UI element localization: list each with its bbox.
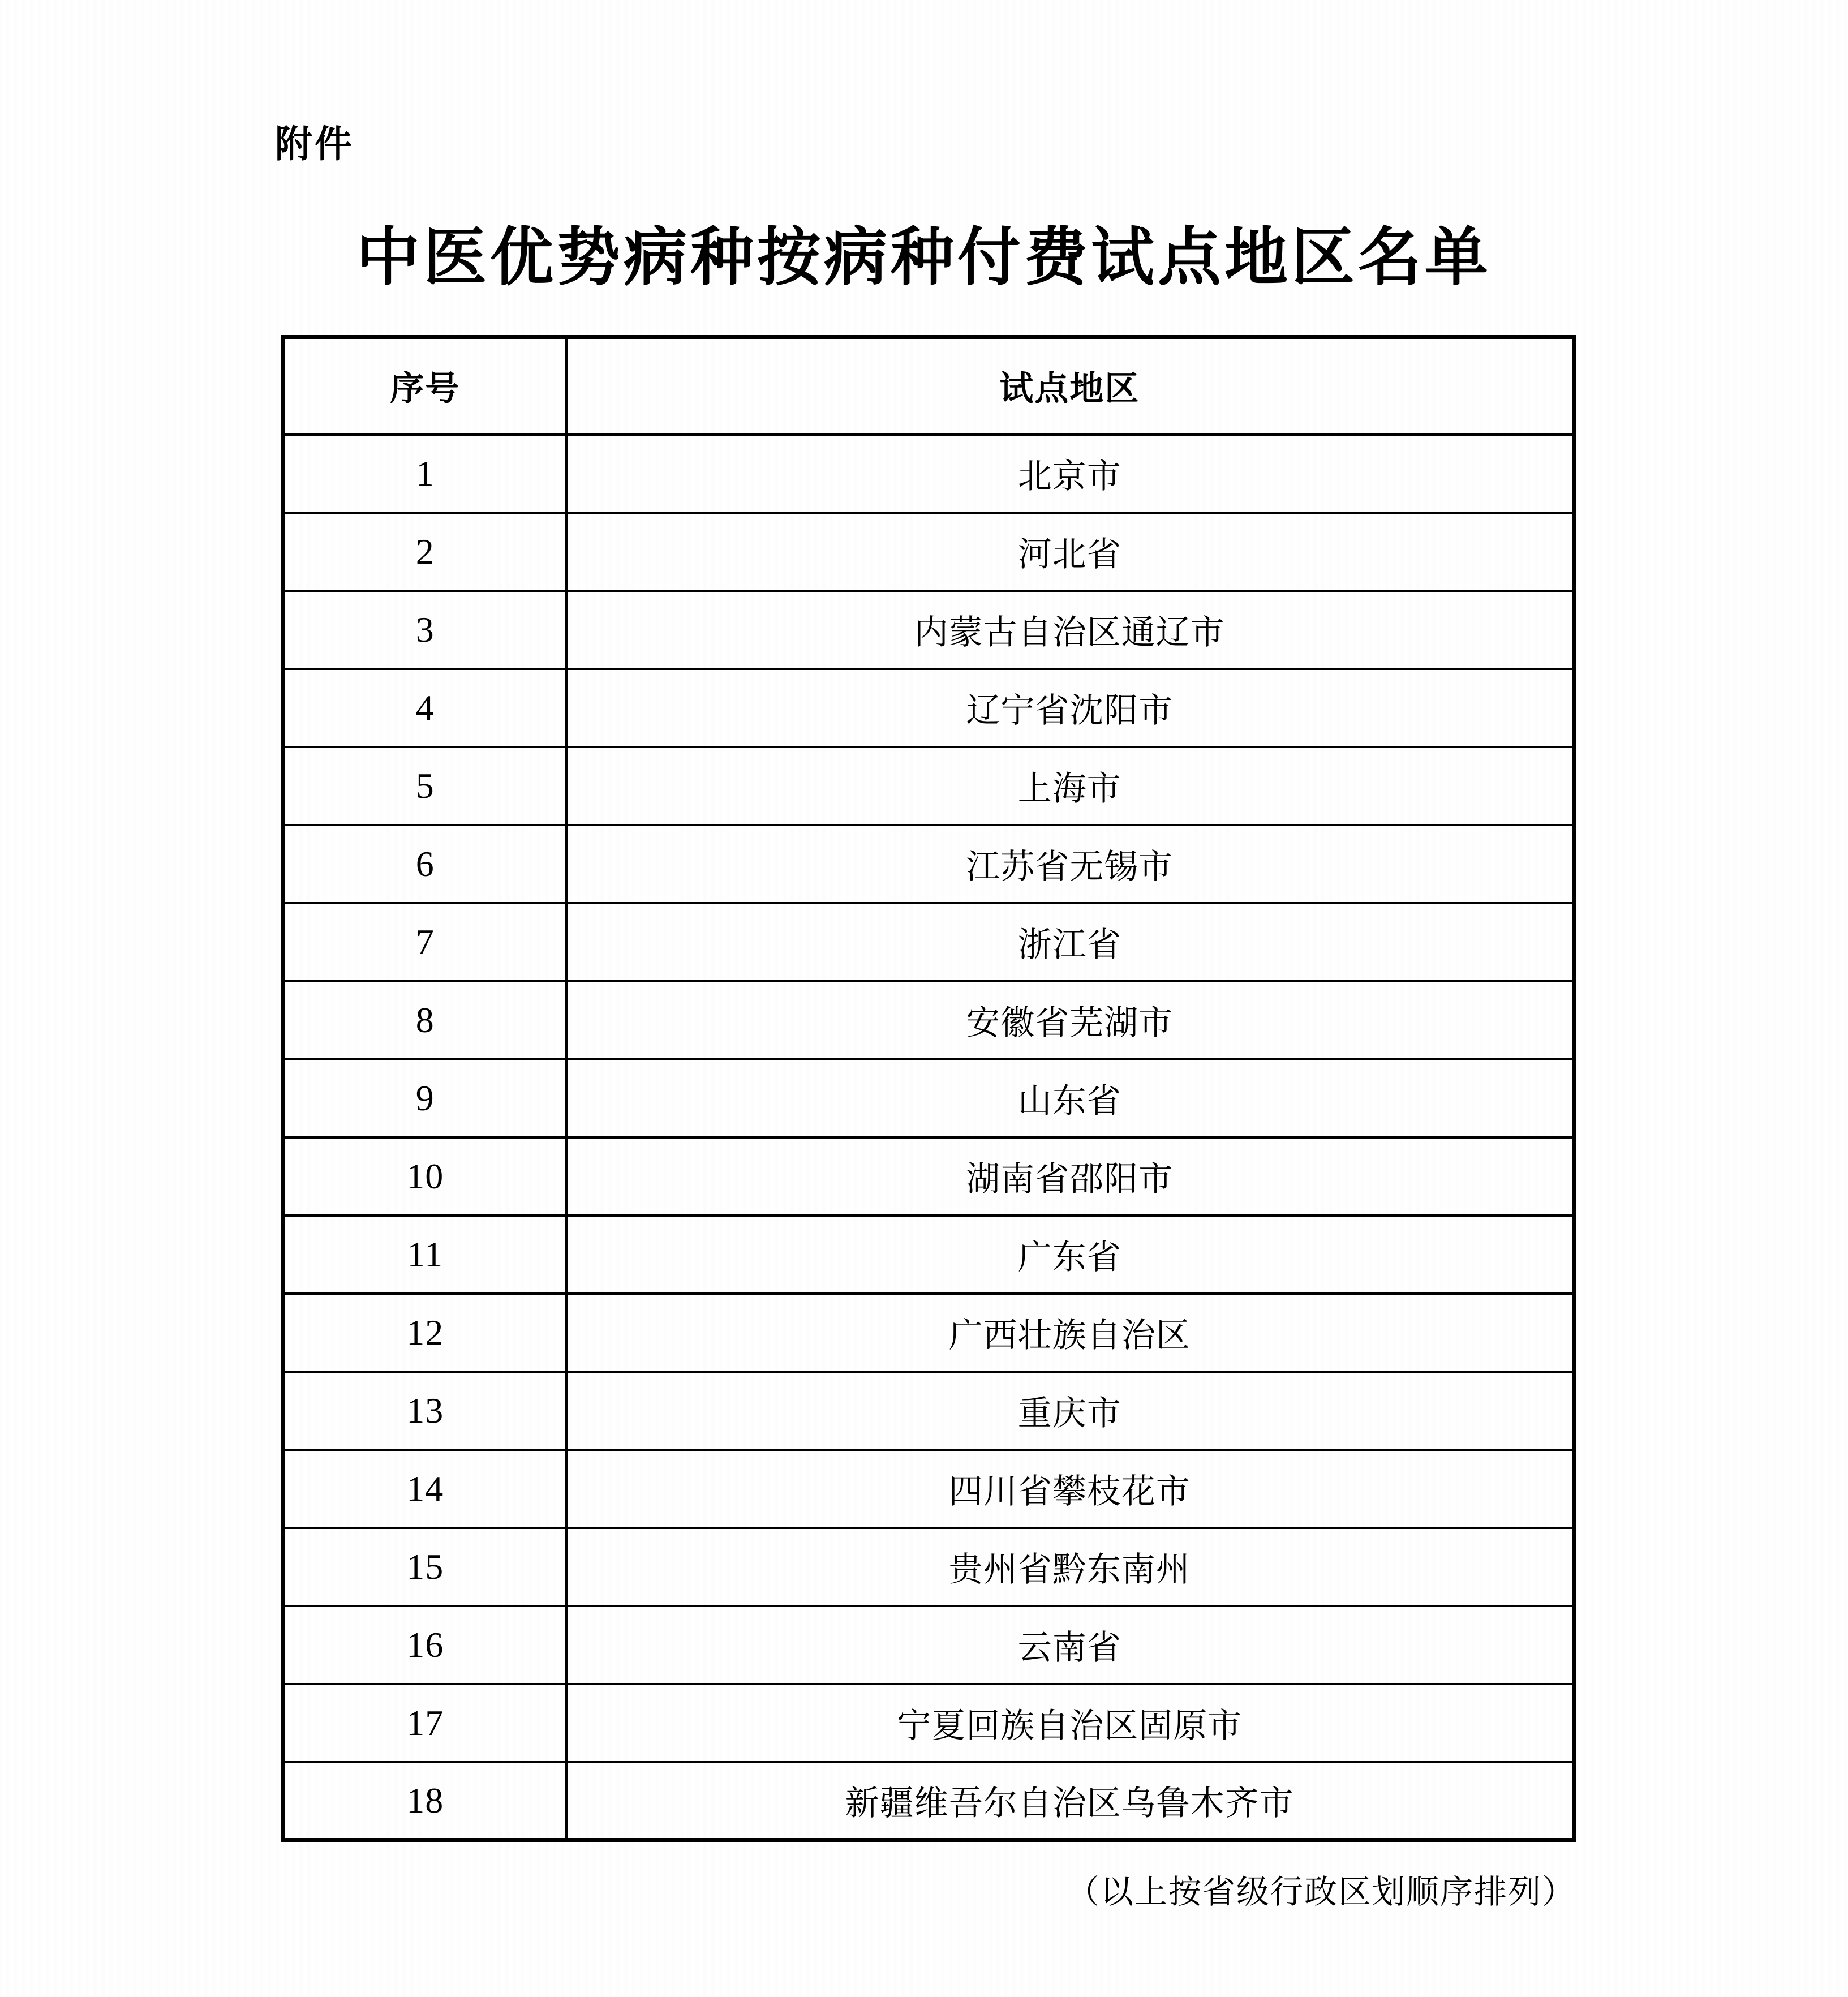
row-region-cell: 山东省 bbox=[566, 1059, 1574, 1137]
table-row bbox=[283, 1450, 1574, 1528]
row-region-cell: 四川省攀枝花市 bbox=[566, 1450, 1574, 1528]
footer-note: （以上按省级行政区划顺序排列） bbox=[1066, 1874, 1576, 1910]
row-no-cell: 15 bbox=[283, 1528, 566, 1606]
row-no-cell: 9 bbox=[283, 1059, 566, 1137]
table-row bbox=[283, 1216, 1574, 1294]
table-row bbox=[283, 1606, 1574, 1684]
page-title: 中医优势病种按病种付费试点地区名单 bbox=[356, 223, 1492, 293]
row-no-cell: 8 bbox=[283, 981, 566, 1059]
row-region-cell: 北京市 bbox=[566, 435, 1574, 513]
row-region-cell: 云南省 bbox=[566, 1606, 1574, 1684]
row-region-cell: 广东省 bbox=[566, 1216, 1574, 1294]
row-no-cell: 3 bbox=[283, 591, 566, 669]
row-no-cell: 4 bbox=[283, 669, 566, 747]
row-no-cell: 5 bbox=[283, 747, 566, 825]
table-header-row bbox=[283, 337, 1574, 435]
row-no-cell: 7 bbox=[283, 903, 566, 981]
table-row bbox=[283, 669, 1574, 747]
table-row bbox=[283, 981, 1574, 1059]
row-region-cell: 内蒙古自治区通辽市 bbox=[566, 591, 1574, 669]
row-no-cell: 2 bbox=[283, 513, 566, 591]
row-region-cell: 浙江省 bbox=[566, 903, 1574, 981]
row-region-cell: 河北省 bbox=[566, 513, 1574, 591]
table-row bbox=[283, 1137, 1574, 1216]
row-region-cell: 贵州省黔东南州 bbox=[566, 1528, 1574, 1606]
column-header-region: 试点地区 bbox=[566, 337, 1574, 435]
row-no-cell: 18 bbox=[283, 1762, 566, 1840]
row-region-cell: 江苏省无锡市 bbox=[566, 825, 1574, 903]
table-row bbox=[283, 513, 1574, 591]
row-region-cell: 宁夏回族自治区固原市 bbox=[566, 1684, 1574, 1762]
table-row bbox=[283, 1528, 1574, 1606]
row-no-cell: 11 bbox=[283, 1216, 566, 1294]
table-row bbox=[283, 1684, 1574, 1762]
table-row bbox=[283, 903, 1574, 981]
row-region-cell: 辽宁省沈阳市 bbox=[566, 669, 1574, 747]
row-no-cell: 16 bbox=[283, 1606, 566, 1684]
row-no-cell: 6 bbox=[283, 825, 566, 903]
table-row bbox=[283, 1294, 1574, 1372]
row-no-cell: 17 bbox=[283, 1684, 566, 1762]
row-no-cell: 10 bbox=[283, 1137, 566, 1216]
table-row bbox=[283, 1372, 1574, 1450]
attachment-label: 附件 bbox=[275, 123, 354, 165]
column-header-no: 序号 bbox=[283, 337, 566, 435]
row-region-cell: 重庆市 bbox=[566, 1372, 1574, 1450]
row-no-cell: 14 bbox=[283, 1450, 566, 1528]
row-no-cell: 12 bbox=[283, 1294, 566, 1372]
row-region-cell: 广西壮族自治区 bbox=[566, 1294, 1574, 1372]
row-region-cell: 新疆维吾尔自治区乌鲁木齐市 bbox=[566, 1762, 1574, 1840]
row-region-cell: 湖南省邵阳市 bbox=[566, 1137, 1574, 1216]
pilot-regions-table bbox=[281, 335, 1576, 1842]
table-row bbox=[283, 825, 1574, 903]
row-no-cell: 1 bbox=[283, 435, 566, 513]
table-row bbox=[283, 1059, 1574, 1137]
table-row bbox=[283, 591, 1574, 669]
row-region-cell: 上海市 bbox=[566, 747, 1574, 825]
table-row bbox=[283, 747, 1574, 825]
row-region-cell: 安徽省芜湖市 bbox=[566, 981, 1574, 1059]
table-row bbox=[283, 435, 1574, 513]
row-no-cell: 13 bbox=[283, 1372, 566, 1450]
table-row bbox=[283, 1762, 1574, 1840]
